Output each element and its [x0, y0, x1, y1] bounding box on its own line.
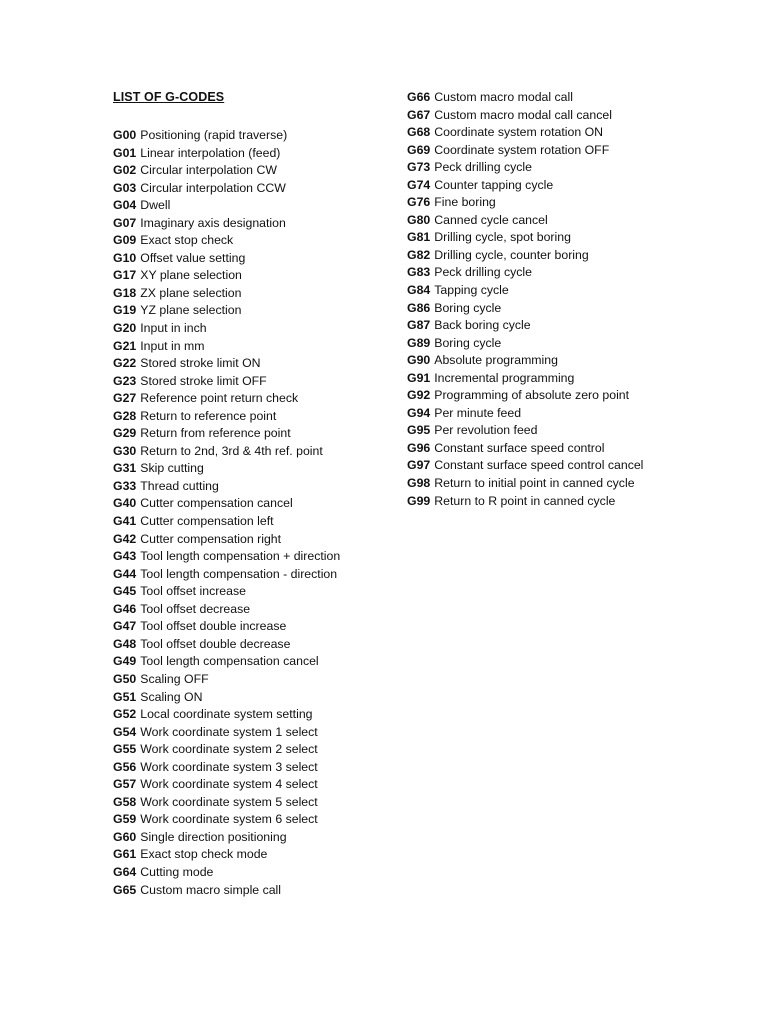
- g-code-entry: [113, 811, 340, 829]
- g-code-description: Per minute feed: [434, 405, 522, 420]
- g-code: G87: [407, 318, 431, 333]
- g-code-entry: [113, 741, 340, 759]
- g-code: G89: [407, 335, 431, 350]
- g-code: G86: [407, 300, 431, 315]
- g-code: G56: [113, 759, 137, 774]
- g-code-description: Fine boring: [434, 195, 496, 210]
- g-code-entry: [113, 829, 340, 847]
- g-code-description: Skip cutting: [140, 461, 204, 476]
- g-code-entry: [407, 107, 643, 125]
- g-code-entry: [113, 408, 340, 426]
- g-code-entry: [407, 335, 643, 353]
- g-code: G09: [113, 233, 137, 248]
- g-code-description: Tool offset double increase: [140, 619, 287, 634]
- g-code: G52: [113, 707, 137, 722]
- g-code-description: Cutter compensation left: [140, 514, 274, 529]
- g-code: G41: [113, 514, 137, 529]
- g-code-description: Boring cycle: [434, 335, 502, 350]
- g-code-description: ZX plane selection: [140, 285, 242, 300]
- g-code: G49: [113, 654, 137, 669]
- g-code-entry: [113, 197, 340, 215]
- g-code: G46: [113, 601, 137, 616]
- g-code-description: Incremental programming: [434, 370, 575, 385]
- g-code: G50: [113, 671, 137, 686]
- g-code-description: Cutter compensation cancel: [140, 496, 293, 511]
- g-code-description: Peck drilling cycle: [434, 160, 532, 175]
- g-code-description: Positioning (rapid traverse): [140, 128, 288, 142]
- g-code: G45: [113, 584, 137, 599]
- g-code-description: Tool offset decrease: [140, 601, 251, 616]
- g-code-entry: [113, 250, 340, 268]
- g-code-description: Stored stroke limit OFF: [140, 373, 267, 388]
- g-code-description: Canned cycle cancel: [434, 212, 548, 227]
- g-code: G58: [113, 794, 137, 809]
- g-code: G42: [113, 531, 137, 546]
- g-code-entry: [113, 232, 340, 250]
- g-code-entry: [407, 282, 643, 300]
- g-code-entry: [113, 460, 340, 478]
- g-code-entry: [407, 493, 643, 511]
- g-code-description: Exact stop check mode: [140, 847, 268, 862]
- g-code-description: Imaginary axis designation: [140, 215, 286, 230]
- g-code-entry: [113, 373, 340, 391]
- page-title: LIST OF G-CODES: [113, 90, 225, 104]
- g-code-description: Single direction positioning: [140, 829, 287, 844]
- g-code-description: Absolute programming: [434, 353, 558, 368]
- g-code: G02: [113, 163, 137, 178]
- g-code-list-left: [113, 127, 340, 899]
- g-code-entry: [407, 405, 643, 423]
- g-code-description: Constant surface speed control cancel: [434, 458, 644, 473]
- g-code-description: Back boring cycle: [434, 318, 531, 333]
- g-code: G65: [113, 882, 137, 897]
- g-code-entry: [113, 759, 340, 777]
- g-code-entry: [113, 618, 340, 636]
- g-code-description: Scaling ON: [140, 689, 203, 704]
- g-code-description: Return to reference point: [140, 408, 277, 423]
- g-code: G76: [407, 195, 431, 210]
- g-code-entry: [113, 425, 340, 443]
- g-code: G92: [407, 388, 431, 403]
- g-code-entry: [407, 212, 643, 230]
- g-code: G03: [113, 180, 137, 195]
- g-code-entry: [113, 285, 340, 303]
- g-code-description: Circular interpolation CCW: [140, 180, 286, 195]
- g-code: G59: [113, 812, 137, 827]
- g-code-entry: [407, 229, 643, 247]
- g-code: G98: [407, 476, 431, 491]
- g-code-entry: [407, 317, 643, 335]
- g-code-entry: [113, 583, 340, 601]
- g-code-description: Scaling OFF: [140, 671, 209, 686]
- g-code: G44: [113, 566, 137, 581]
- g-code-entry: [113, 478, 340, 496]
- g-code-entry: [113, 671, 340, 689]
- g-code: G43: [113, 549, 137, 564]
- g-code-entry: [407, 300, 643, 318]
- g-code-description: Tool offset increase: [140, 584, 246, 599]
- g-code-entry: [407, 440, 643, 458]
- g-code-description: Return to initial point in canned cycle: [434, 476, 635, 491]
- g-code: G47: [113, 619, 137, 634]
- g-code-description: Offset value setting: [140, 250, 246, 265]
- g-code-entry: [113, 601, 340, 619]
- g-code-description: Dwell: [140, 198, 171, 213]
- g-code-description: Tool length compensation + direction: [140, 549, 341, 564]
- g-code: G22: [113, 356, 137, 371]
- g-code-entry: [407, 264, 643, 282]
- g-code-description: Work coordinate system 4 select: [140, 777, 318, 792]
- g-code-description: Work coordinate system 3 select: [140, 759, 318, 774]
- g-code-entry: [113, 636, 340, 654]
- g-code-description: Per revolution feed: [434, 423, 538, 438]
- g-code: G74: [407, 177, 431, 192]
- g-code-description: Boring cycle: [434, 300, 502, 315]
- g-code-description: Programming of absolute zero point: [434, 388, 630, 403]
- g-code: G96: [407, 440, 431, 455]
- g-code: G55: [113, 742, 137, 757]
- g-code: G07: [113, 215, 137, 230]
- g-code-entry: [113, 776, 340, 794]
- g-code-entry: [113, 162, 340, 180]
- g-code-description: XY plane selection: [140, 268, 242, 283]
- g-code: G48: [113, 636, 137, 651]
- g-code-entry: [113, 689, 340, 707]
- g-code: G67: [407, 107, 431, 122]
- g-code-description: Coordinate system rotation ON: [434, 125, 604, 140]
- g-code: G51: [113, 689, 137, 704]
- g-code: G99: [407, 493, 431, 508]
- g-code-description: Coordinate system rotation OFF: [434, 142, 610, 157]
- g-code: G28: [113, 408, 137, 423]
- g-code-description: Circular interpolation CW: [140, 163, 277, 178]
- g-code: G30: [113, 443, 137, 458]
- g-code-description: Return to R point in canned cycle: [434, 493, 616, 508]
- g-code-description: Work coordinate system 1 select: [140, 724, 318, 739]
- g-code-entry: [113, 531, 340, 549]
- g-code: G91: [407, 370, 431, 385]
- g-code: G81: [407, 230, 431, 245]
- g-code-entry: [407, 387, 643, 405]
- g-code-description: Work coordinate system 6 select: [140, 812, 318, 827]
- g-code-description: Input in inch: [140, 321, 207, 336]
- g-code-description: Drilling cycle, spot boring: [434, 230, 571, 245]
- g-code-description: Reference point return check: [140, 391, 299, 406]
- g-code-entry: [407, 177, 643, 195]
- g-code-entry: [113, 320, 340, 338]
- g-code-entry: [407, 422, 643, 440]
- g-code-entry: [113, 882, 340, 900]
- g-code-entry: [113, 267, 340, 285]
- g-code-description: Work coordinate system 2 select: [140, 742, 318, 757]
- g-code-entry: [407, 159, 643, 177]
- g-code-entry: [113, 180, 340, 198]
- g-code-list-right: [407, 89, 643, 510]
- g-code-description: Drilling cycle, counter boring: [434, 247, 589, 262]
- g-code: G23: [113, 373, 137, 388]
- g-code-entry: [407, 89, 643, 107]
- g-code-entry: [113, 215, 340, 233]
- g-code: G84: [407, 283, 431, 298]
- g-code-description: Stored stroke limit ON: [140, 356, 261, 371]
- g-code: G21: [113, 338, 137, 353]
- g-code: G80: [407, 212, 431, 227]
- g-code: G19: [113, 303, 137, 318]
- g-code-description: Input in mm: [140, 338, 205, 353]
- g-code: G68: [407, 125, 431, 140]
- g-code: G83: [407, 265, 431, 280]
- g-code-description: Local coordinate system setting: [140, 707, 313, 722]
- g-code: G94: [407, 405, 431, 420]
- g-code: G54: [113, 724, 137, 739]
- g-code-description: Return to 2nd, 3rd & 4th ref. point: [140, 443, 323, 458]
- g-code: G17: [113, 268, 137, 283]
- g-code: G95: [407, 423, 431, 438]
- g-code: G01: [113, 145, 137, 160]
- g-code-description: Custom macro modal call: [434, 90, 573, 104]
- g-code: G61: [113, 847, 137, 862]
- g-code-entry: [113, 145, 340, 163]
- g-code-entry: [113, 513, 340, 531]
- g-code-entry: [113, 794, 340, 812]
- g-code: G73: [407, 160, 431, 175]
- g-code-description: Exact stop check: [140, 233, 234, 248]
- g-code-description: Cutting mode: [140, 864, 214, 879]
- g-code: G82: [407, 247, 431, 262]
- g-code-entry: [113, 706, 340, 724]
- g-code: G10: [113, 250, 137, 265]
- g-code: G29: [113, 426, 137, 441]
- g-code-entry: [113, 566, 340, 584]
- g-code-entry: [113, 355, 340, 373]
- g-code-entry: [407, 352, 643, 370]
- g-code-entry: [113, 338, 340, 356]
- g-code-entry: [113, 127, 340, 145]
- g-code-description: Counter tapping cycle: [434, 177, 554, 192]
- g-code: G90: [407, 353, 431, 368]
- g-code-description: Linear interpolation (feed): [140, 145, 281, 160]
- g-code-description: Work coordinate system 5 select: [140, 794, 318, 809]
- g-code-description: Cutter compensation right: [140, 531, 282, 546]
- g-code-description: Tool length compensation cancel: [140, 654, 319, 669]
- g-code: G04: [113, 198, 137, 213]
- g-code: G60: [113, 829, 137, 844]
- g-code: G33: [113, 478, 137, 493]
- g-code-description: Tool length compensation - direction: [140, 566, 338, 581]
- g-code-entry: [113, 495, 340, 513]
- g-code: G20: [113, 321, 137, 336]
- g-code-description: Tapping cycle: [434, 283, 509, 298]
- g-code: G40: [113, 496, 137, 511]
- g-code-entry: [113, 864, 340, 882]
- g-code: G57: [113, 777, 137, 792]
- g-code-entry: [407, 475, 643, 493]
- g-code-description: Tool offset double decrease: [140, 636, 291, 651]
- g-code-entry: [407, 247, 643, 265]
- g-code: G97: [407, 458, 431, 473]
- g-code-description: Thread cutting: [140, 478, 219, 493]
- g-code: G00: [113, 128, 137, 142]
- g-code-description: Custom macro simple call: [140, 882, 282, 897]
- g-code-description: Constant surface speed control: [434, 440, 605, 455]
- g-code-entry: [407, 194, 643, 212]
- g-code-description: YZ plane selection: [140, 303, 242, 318]
- g-code-entry: [407, 124, 643, 142]
- g-code-entry: [113, 390, 340, 408]
- g-code-entry: [113, 302, 340, 320]
- g-code: G31: [113, 461, 137, 476]
- g-code: G18: [113, 285, 137, 300]
- g-code-entry: [407, 142, 643, 160]
- g-code: G66: [407, 90, 431, 104]
- g-code-description: Custom macro modal call cancel: [434, 107, 612, 122]
- g-code: G27: [113, 391, 137, 406]
- g-code: G69: [407, 142, 431, 157]
- g-code-entry: [113, 443, 340, 461]
- g-code-entry: [113, 548, 340, 566]
- g-code-entry: [407, 457, 643, 475]
- g-code-entry: [113, 653, 340, 671]
- g-code-description: Peck drilling cycle: [434, 265, 532, 280]
- g-code: G64: [113, 864, 137, 879]
- g-code-description: Return from reference point: [140, 426, 291, 441]
- g-code-entry: [113, 724, 340, 742]
- g-code-entry: [407, 370, 643, 388]
- g-code-entry: [113, 846, 340, 864]
